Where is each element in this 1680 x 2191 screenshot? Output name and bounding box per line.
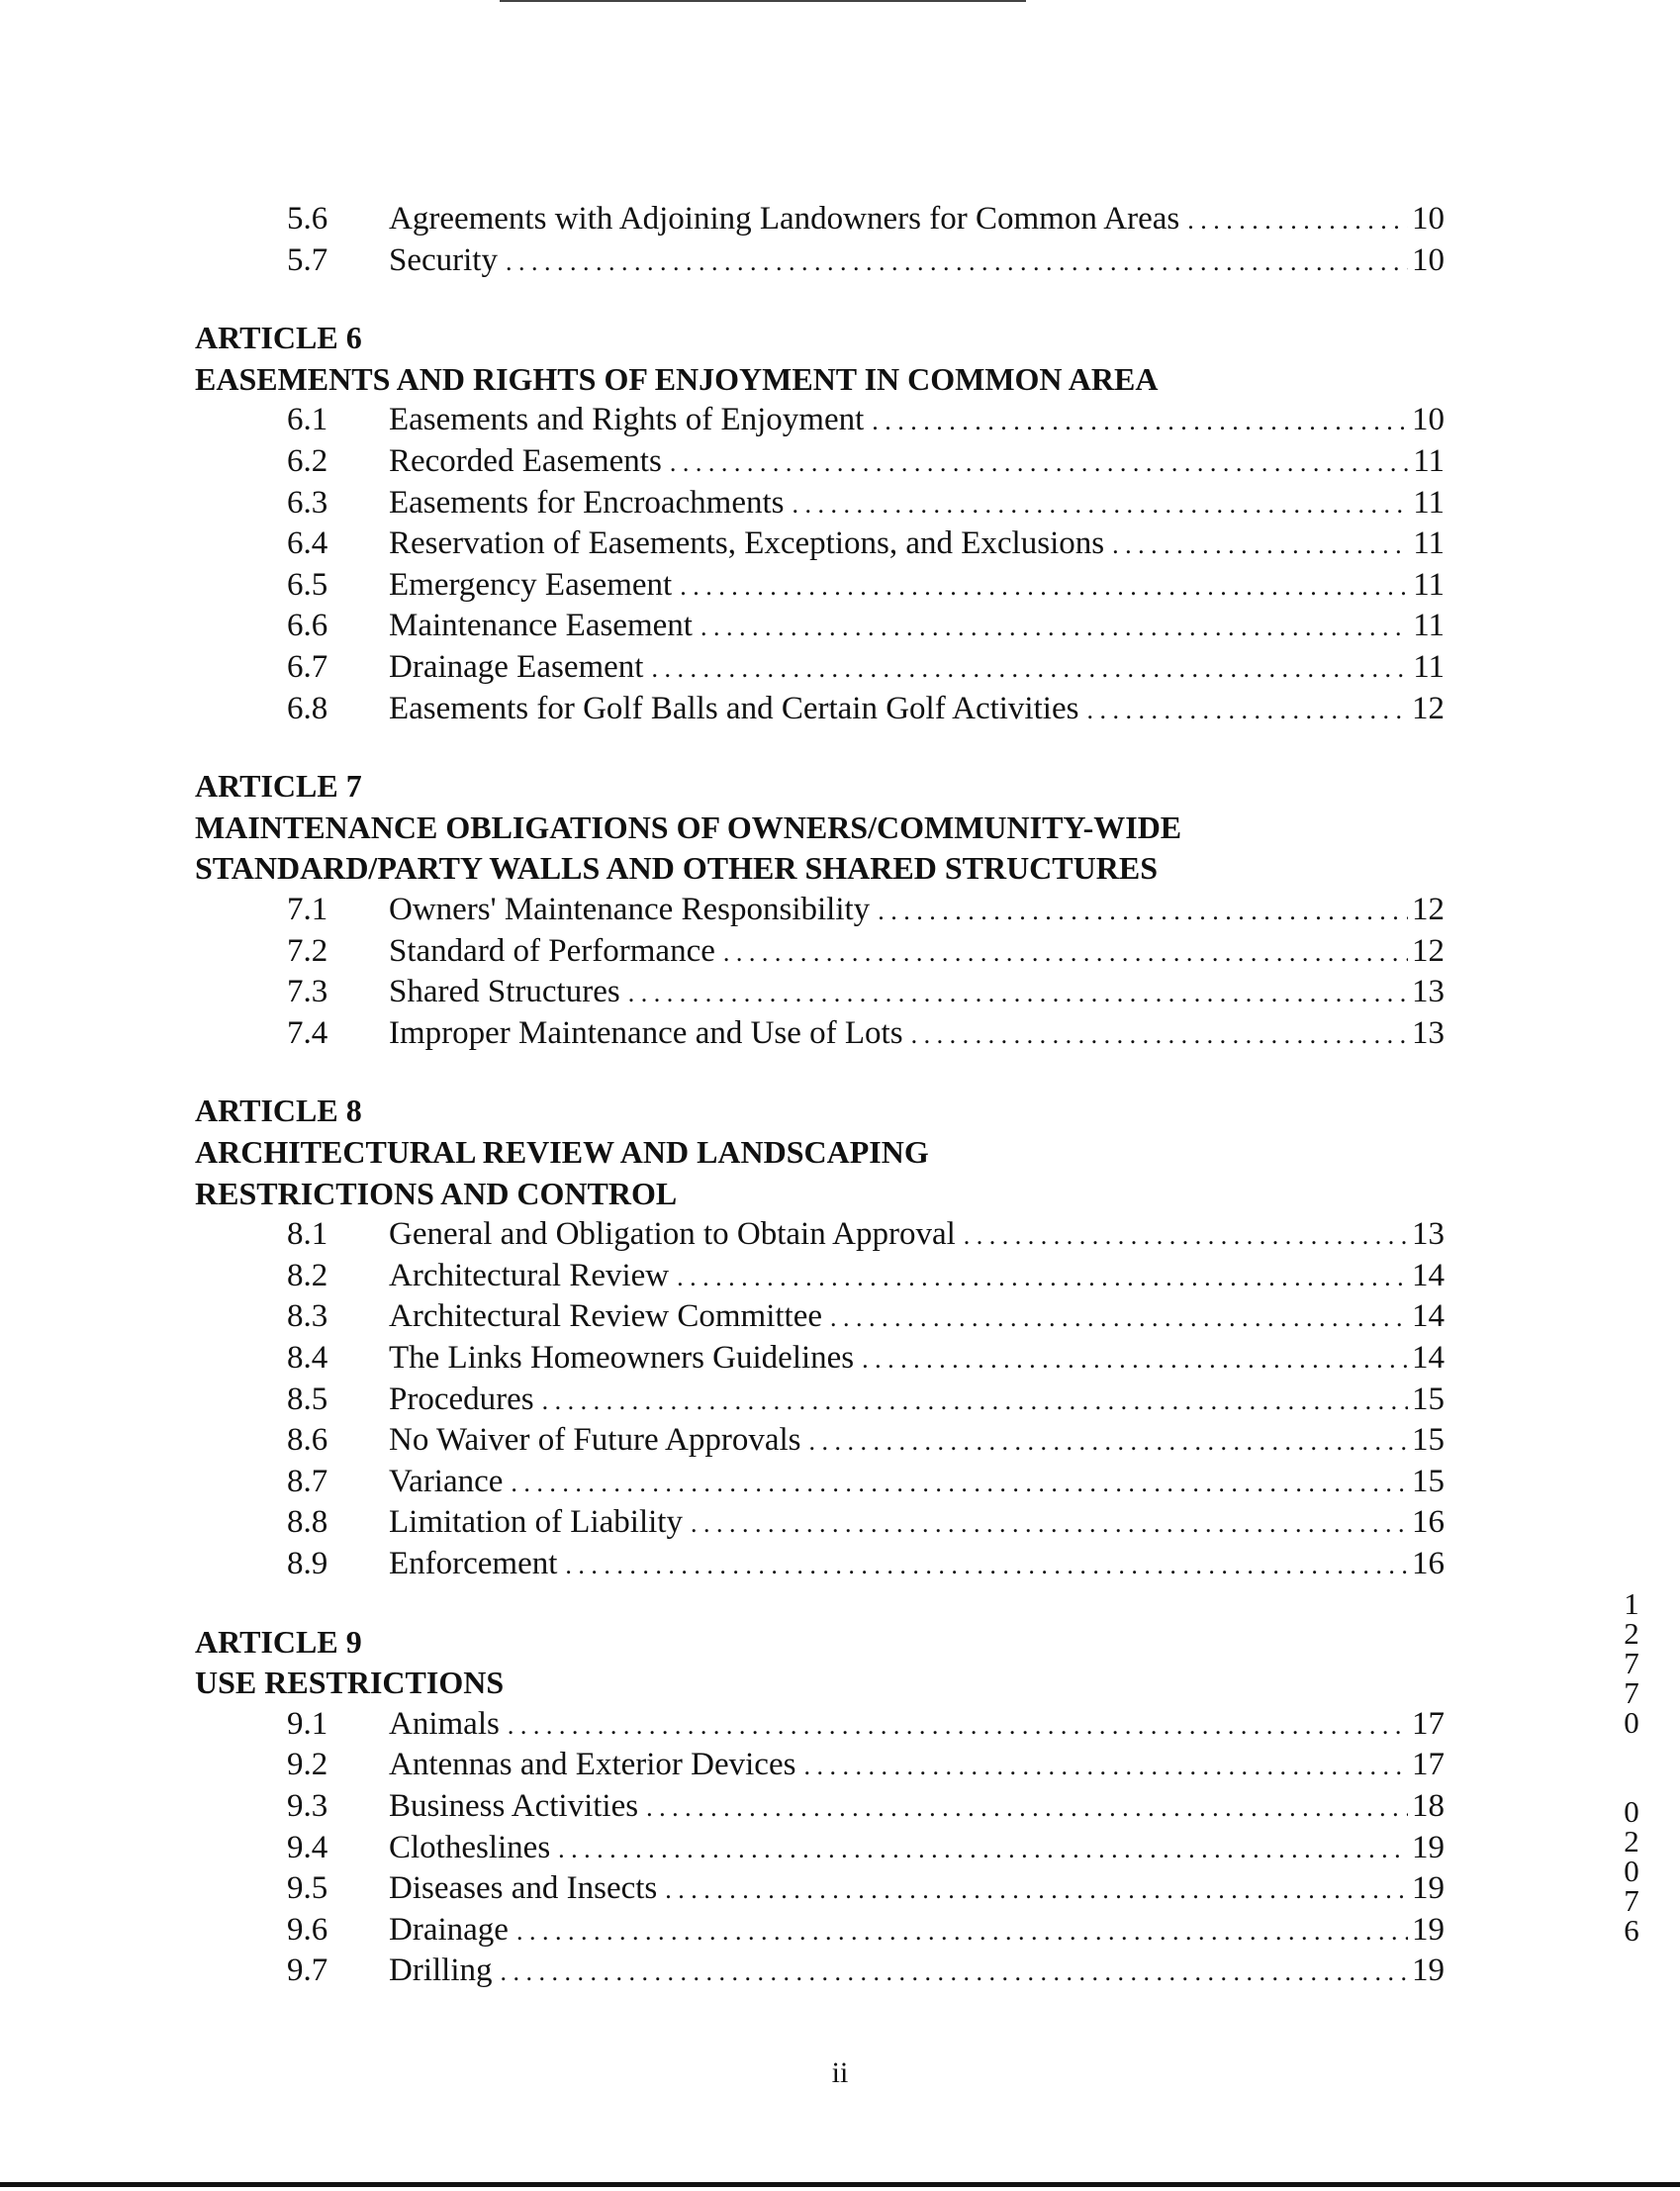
toc-entry[interactable] — [0, 1337, 1680, 1379]
section-page: 11 — [1413, 484, 1445, 521]
dot-leader — [677, 1255, 1408, 1296]
toc-entry[interactable] — [0, 1909, 1680, 1951]
toc-entry[interactable] — [0, 1867, 1680, 1909]
dot-leader — [911, 1012, 1408, 1054]
dot-leader — [665, 1867, 1408, 1909]
section-page: 14 — [1412, 1298, 1445, 1335]
toc-entry[interactable] — [0, 1213, 1680, 1255]
toc-entry[interactable] — [0, 688, 1680, 729]
section-page: 11 — [1413, 649, 1445, 685]
dot-leader — [964, 1213, 1408, 1255]
dot-leader — [511, 1461, 1408, 1502]
section-number: 7.2 — [287, 932, 328, 969]
stamp-digit: 7 — [1624, 1883, 1639, 1918]
toc-entry[interactable] — [0, 1461, 1680, 1502]
side-stamp — [1617, 1586, 1646, 1948]
section-title: Diseases and Insects — [389, 1870, 658, 1907]
section-title: Clotheslines — [389, 1829, 551, 1865]
toc-entry[interactable] — [0, 482, 1680, 524]
section-title: Enforcement — [389, 1546, 558, 1581]
section-page: 13 — [1412, 974, 1445, 1010]
stamp-digit: 2 — [1624, 1616, 1639, 1651]
dot-leader — [872, 399, 1408, 440]
article-label: ARTICLE 9 — [195, 1623, 362, 1660]
dot-leader — [830, 1295, 1408, 1337]
section-title: Limitation of Liability — [389, 1504, 683, 1541]
dot-leader — [680, 564, 1409, 606]
section-number: 9.3 — [287, 1788, 328, 1824]
toc-entry[interactable] — [0, 1785, 1680, 1827]
section-title: Business Activities — [389, 1788, 639, 1824]
dot-leader — [646, 1785, 1408, 1827]
section-number: 6.5 — [287, 566, 328, 603]
section-page: 15 — [1412, 1422, 1445, 1459]
section-title: Security — [389, 241, 498, 278]
section-number: 7.1 — [287, 892, 328, 927]
dot-leader — [809, 1419, 1409, 1461]
section-title: The Links Homeowners Guidelines — [389, 1340, 855, 1376]
section-page: 13 — [1412, 1216, 1445, 1253]
toc-entry[interactable] — [0, 646, 1680, 688]
section-page: 16 — [1412, 1504, 1445, 1541]
section-number: 5.6 — [287, 201, 328, 237]
section-number: 6.8 — [287, 690, 328, 726]
dot-leader — [878, 889, 1408, 930]
toc-entry[interactable] — [0, 1295, 1680, 1337]
section-page: 12 — [1412, 932, 1445, 969]
section-title: Architectural Review Committee — [389, 1298, 823, 1335]
section-page: 11 — [1413, 608, 1445, 644]
section-title: Maintenance Easement — [389, 608, 693, 644]
dot-leader — [793, 482, 1410, 524]
page-number: ii — [831, 2056, 849, 2089]
article-heading: EASEMENTS AND RIGHTS OF ENJOYMENT IN COMMON AREA — [195, 360, 1159, 397]
toc-entry[interactable] — [0, 1255, 1680, 1296]
section-page: 15 — [1412, 1463, 1445, 1499]
section-title: Easements for Encroachments — [389, 484, 785, 521]
dot-leader — [508, 1703, 1408, 1745]
toc-entry[interactable] — [0, 440, 1680, 482]
section-number: 7.3 — [287, 974, 328, 1010]
section-page: 17 — [1412, 1747, 1445, 1783]
section-page: 17 — [1412, 1705, 1445, 1742]
section-number: 9.7 — [287, 1953, 328, 1989]
section-page: 11 — [1413, 566, 1445, 603]
section-page: 15 — [1412, 1381, 1445, 1417]
toc-entry[interactable] — [0, 564, 1680, 606]
section-title: Emergency Easement — [389, 566, 673, 603]
article-heading: STANDARD/PARTY WALLS AND OTHER SHARED STRUCTURES — [195, 850, 1158, 887]
toc-entry[interactable] — [0, 399, 1680, 440]
toc-entry[interactable] — [0, 605, 1680, 646]
dot-leader — [558, 1827, 1408, 1868]
section-title: Owners' Maintenance Responsibility — [389, 892, 871, 927]
section-title: Drilling — [389, 1953, 493, 1989]
section-number: 9.2 — [287, 1747, 328, 1783]
section-number: 9.1 — [287, 1705, 328, 1742]
toc-entry[interactable] — [0, 523, 1680, 564]
dot-leader — [651, 646, 1409, 688]
section-number: 9.5 — [287, 1870, 328, 1907]
dot-leader — [1086, 688, 1408, 729]
dot-leader — [516, 1909, 1408, 1951]
stamp-digit: 0 — [1624, 1705, 1639, 1740]
toc-entry[interactable] — [0, 1379, 1680, 1420]
stamp-digit — [1617, 1738, 1646, 1767]
section-page: 16 — [1412, 1546, 1445, 1581]
section-title: No Waiver of Future Approvals — [389, 1422, 801, 1459]
section-page: 11 — [1413, 525, 1445, 562]
section-number: 9.4 — [287, 1829, 328, 1865]
dot-leader — [803, 1744, 1408, 1785]
section-title: Architectural Review — [389, 1257, 670, 1293]
toc-entry[interactable] — [0, 1419, 1680, 1461]
toc-entry[interactable] — [0, 1012, 1680, 1054]
section-title: Antennas and Exterior Devices — [389, 1747, 796, 1783]
section-title: Easements and Rights of Enjoyment — [389, 402, 865, 438]
toc-entry[interactable] — [0, 1950, 1680, 1991]
section-number: 8.4 — [287, 1340, 328, 1376]
dot-leader — [670, 440, 1409, 482]
section-title: Agreements with Adjoining Landowners for Common Areas — [389, 201, 1180, 237]
section-page: 10 — [1412, 402, 1445, 438]
toc-entry[interactable] — [0, 1543, 1680, 1584]
section-number: 8.6 — [287, 1422, 328, 1459]
article-label: ARTICLE 6 — [195, 320, 362, 356]
stamp-digit: 1 — [1624, 1586, 1639, 1621]
section-number: 6.6 — [287, 608, 328, 644]
toc-entry[interactable] — [0, 971, 1680, 1012]
section-page: 11 — [1413, 443, 1445, 479]
section-title: Recorded Easements — [389, 443, 662, 479]
stamp-digit: 7 — [1624, 1646, 1639, 1680]
section-number: 9.6 — [287, 1911, 328, 1948]
bottom-rule — [0, 2182, 1680, 2187]
toc-entry[interactable] — [0, 1501, 1680, 1543]
dot-leader — [691, 1501, 1408, 1543]
toc-entry[interactable] — [0, 1703, 1680, 1745]
article-label: ARTICLE 7 — [195, 768, 362, 805]
toc-entry[interactable] — [0, 930, 1680, 972]
section-number: 8.8 — [287, 1504, 328, 1541]
section-page: 12 — [1412, 892, 1445, 927]
section-page: 19 — [1412, 1870, 1445, 1907]
stamp-digit — [1617, 1767, 1646, 1797]
toc-entry[interactable] — [0, 1744, 1680, 1785]
dot-leader — [723, 930, 1408, 972]
article-heading: MAINTENANCE OBLIGATIONS OF OWNERS/COMMUNITY-WIDE — [195, 809, 1182, 845]
stamp-digit: 2 — [1624, 1824, 1639, 1858]
dot-leader — [506, 239, 1408, 281]
dot-leader — [1187, 198, 1408, 239]
section-page: 14 — [1412, 1340, 1445, 1376]
stamp-digit: 6 — [1624, 1913, 1639, 1948]
section-page: 13 — [1412, 1014, 1445, 1051]
stamp-digit: 0 — [1624, 1794, 1639, 1829]
section-title: Drainage — [389, 1911, 509, 1948]
toc-entry[interactable] — [0, 889, 1680, 930]
article-heading: ARCHITECTURAL REVIEW AND LANDSCAPING — [195, 1134, 929, 1170]
section-page: 14 — [1412, 1257, 1445, 1293]
dot-leader — [862, 1337, 1408, 1379]
section-number: 7.4 — [287, 1014, 328, 1051]
section-title: Reservation of Easements, Exceptions, and Exclusions — [389, 525, 1105, 562]
section-number: 8.9 — [287, 1546, 328, 1581]
section-page: 10 — [1412, 201, 1445, 237]
section-title: Improper Maintenance and Use of Lots — [389, 1014, 903, 1051]
article-heading: USE RESTRICTIONS — [195, 1665, 505, 1701]
section-number: 6.7 — [287, 649, 328, 685]
dot-leader — [501, 1950, 1409, 1991]
section-number: 8.7 — [287, 1463, 328, 1499]
section-page: 18 — [1412, 1788, 1445, 1824]
section-title: Shared Structures — [389, 974, 620, 1010]
toc-entry[interactable] — [0, 1824, 1680, 1868]
section-page: 10 — [1412, 241, 1445, 278]
dot-leader — [565, 1543, 1408, 1584]
section-page: 12 — [1412, 690, 1445, 726]
section-title: Variance — [389, 1463, 504, 1499]
section-number: 6.4 — [287, 525, 328, 562]
stamp-digit: 0 — [1624, 1854, 1639, 1888]
section-title: Procedures — [389, 1381, 534, 1417]
section-title: Standard of Performance — [389, 932, 715, 969]
section-number: 6.2 — [287, 443, 328, 479]
section-number: 8.1 — [287, 1216, 328, 1253]
article-label: ARTICLE 8 — [195, 1093, 362, 1129]
section-number: 6.3 — [287, 484, 328, 521]
section-number: 8.2 — [287, 1257, 328, 1293]
section-title: Easements for Golf Balls and Certain Golf Activities — [389, 690, 1079, 726]
article-heading: RESTRICTIONS AND CONTROL — [195, 1175, 678, 1211]
section-page: 19 — [1412, 1911, 1445, 1948]
section-number: 8.5 — [287, 1381, 328, 1417]
section-page: 19 — [1412, 1953, 1445, 1989]
stamp-digit: 7 — [1624, 1675, 1639, 1710]
dot-leader — [1112, 523, 1409, 564]
section-number: 6.1 — [287, 402, 328, 438]
dot-leader — [628, 971, 1408, 1012]
section-title: Drainage Easement — [389, 649, 644, 685]
section-page: 19 — [1412, 1829, 1445, 1865]
section-title: Animals — [389, 1705, 500, 1742]
dot-leader — [542, 1379, 1408, 1420]
toc-entry[interactable] — [0, 198, 1680, 239]
toc-entry[interactable] — [0, 239, 1680, 281]
section-number: 8.3 — [287, 1298, 328, 1335]
section-title: General and Obligation to Obtain Approval — [389, 1216, 956, 1253]
section-number: 5.7 — [287, 241, 328, 278]
dot-leader — [700, 605, 1409, 646]
